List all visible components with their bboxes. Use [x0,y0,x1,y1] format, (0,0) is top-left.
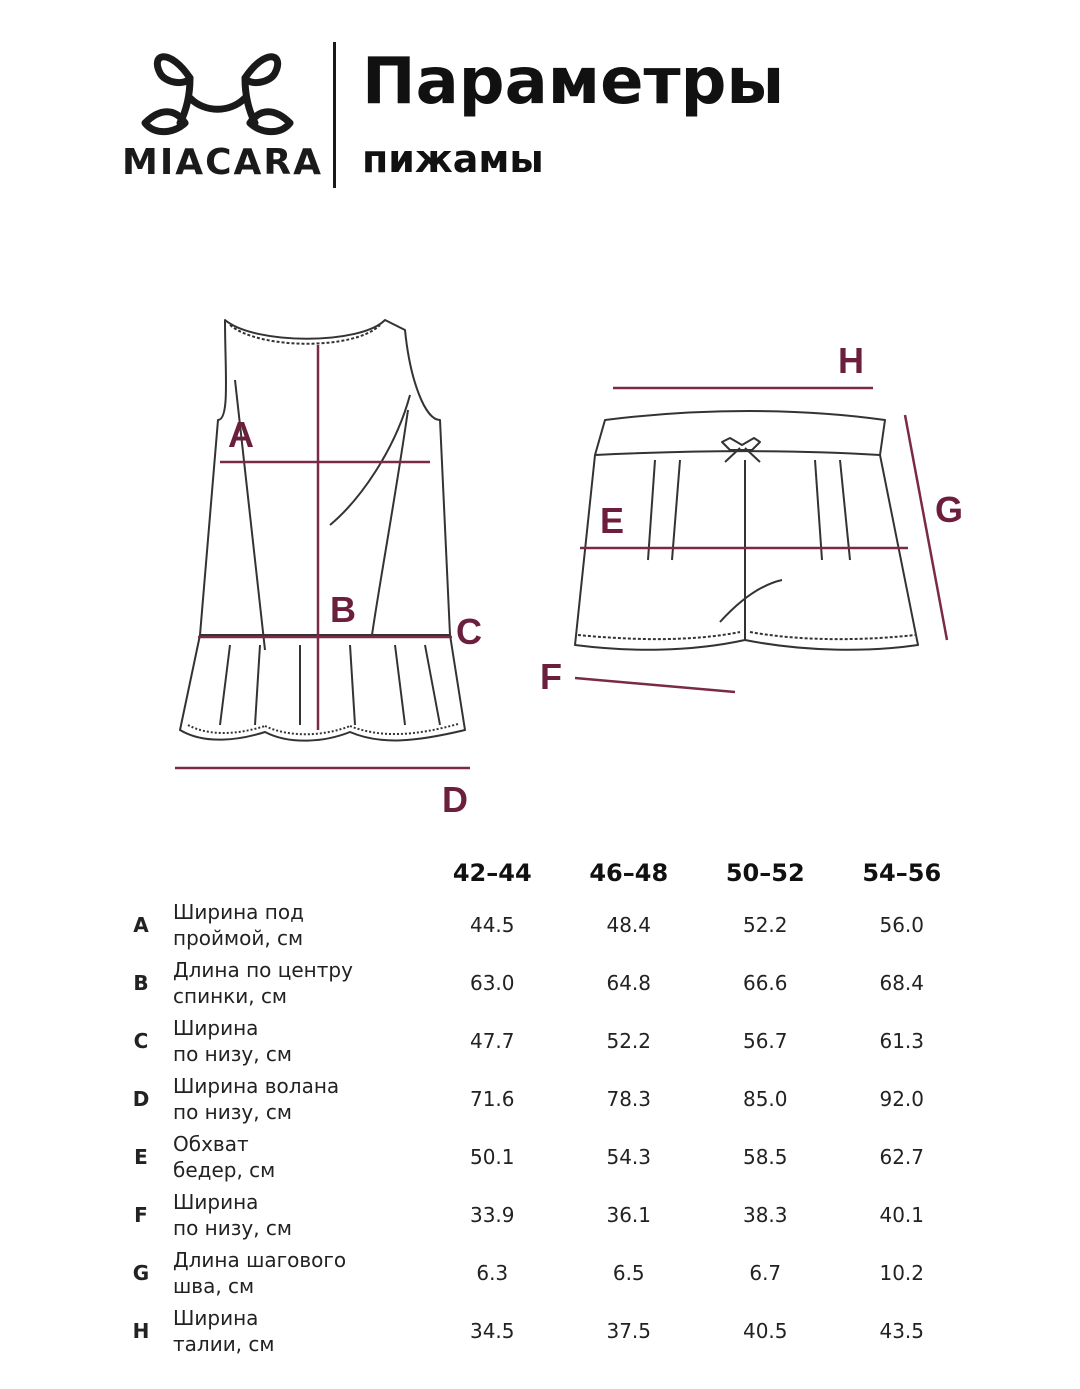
size-value: 40.5 [742,1319,788,1343]
size-value: 66.6 [742,971,788,995]
size-value: 33.9 [469,1203,515,1227]
size-value: 34.5 [469,1319,515,1343]
row-code: E [134,1145,148,1169]
row-label: Обхват бедер, см [173,1132,276,1182]
size-value: 78.3 [606,1087,652,1111]
size-header: 50–52 [725,859,805,887]
size-value: 40.1 [879,1203,925,1227]
row-label: Ширина по низу, см [173,1016,293,1066]
size-value: 71.6 [469,1087,515,1111]
size-value: 43.5 [879,1319,925,1343]
table-row [110,1012,970,1070]
row-code: H [132,1319,150,1343]
size-value: 50.1 [469,1145,515,1169]
row-code: A [133,913,149,937]
size-value: 68.4 [879,971,925,995]
row-label: Ширина под проймой, см [173,900,304,950]
brand-logo-icon [135,38,300,138]
header [0,0,1080,200]
marker-b: B [330,589,356,630]
table-row [110,896,970,954]
size-header: 54–56 [862,859,942,887]
garment-diagram [0,300,1080,840]
header-divider [333,42,336,188]
row-code: D [132,1087,150,1111]
marker-a: A [228,414,254,455]
table-row [110,1302,970,1360]
marker-c: C [456,611,482,652]
size-value: 61.3 [879,1029,925,1053]
row-label: Длина шагового шва, см [173,1248,347,1298]
size-value: 52.2 [742,913,788,937]
table-row [110,954,970,1012]
shorts-drawing [575,411,918,650]
row-code: B [133,971,149,995]
size-value: 92.0 [879,1087,925,1111]
table-row [110,1070,970,1128]
measurement-markers [228,340,963,820]
measurement-lines [175,345,947,768]
row-code: F [134,1203,148,1227]
size-header-row [110,850,970,896]
marker-f: F [540,656,562,697]
table-row [110,1128,970,1186]
size-value: 63.0 [469,971,515,995]
header-empty [110,850,172,896]
size-value: 56.0 [879,913,925,937]
top-garment-drawing [180,320,465,741]
size-value: 10.2 [879,1261,925,1285]
size-header: 42–44 [452,859,532,887]
table-row [110,1244,970,1302]
marker-e: E [600,500,625,541]
size-value: 52.2 [606,1029,652,1053]
size-value: 58.5 [742,1145,788,1169]
row-label: Ширина волана по низу, см [173,1074,340,1124]
size-value: 64.8 [606,971,652,995]
row-label: Длина по центру спинки, см [173,958,353,1008]
size-value: 48.4 [606,913,652,937]
size-value: 44.5 [469,913,515,937]
row-code: C [133,1029,149,1053]
table-row [110,1186,970,1244]
size-value: 56.7 [742,1029,788,1053]
size-header: 46–48 [589,859,669,887]
size-value: 62.7 [879,1145,925,1169]
header-empty [172,850,424,896]
row-code: G [132,1261,150,1285]
size-value: 6.5 [612,1261,645,1285]
size-value: 6.7 [749,1261,782,1285]
marker-h: H [838,340,864,381]
size-table [110,850,970,1360]
size-value: 85.0 [742,1087,788,1111]
row-label: Ширина по низу, см [173,1190,293,1240]
size-value: 47.7 [469,1029,515,1053]
brand-name: MIACARA [122,142,323,183]
page-subtitle: пижамы [362,137,544,181]
page-title: Параметры [362,45,785,119]
marker-d: D [442,779,468,820]
size-value: 37.5 [606,1319,652,1343]
row-label: Ширина талии, см [173,1306,275,1356]
size-value: 54.3 [606,1145,652,1169]
size-value: 6.3 [476,1261,509,1285]
size-value: 38.3 [742,1203,788,1227]
marker-g: G [935,489,964,530]
size-value: 36.1 [606,1203,652,1227]
